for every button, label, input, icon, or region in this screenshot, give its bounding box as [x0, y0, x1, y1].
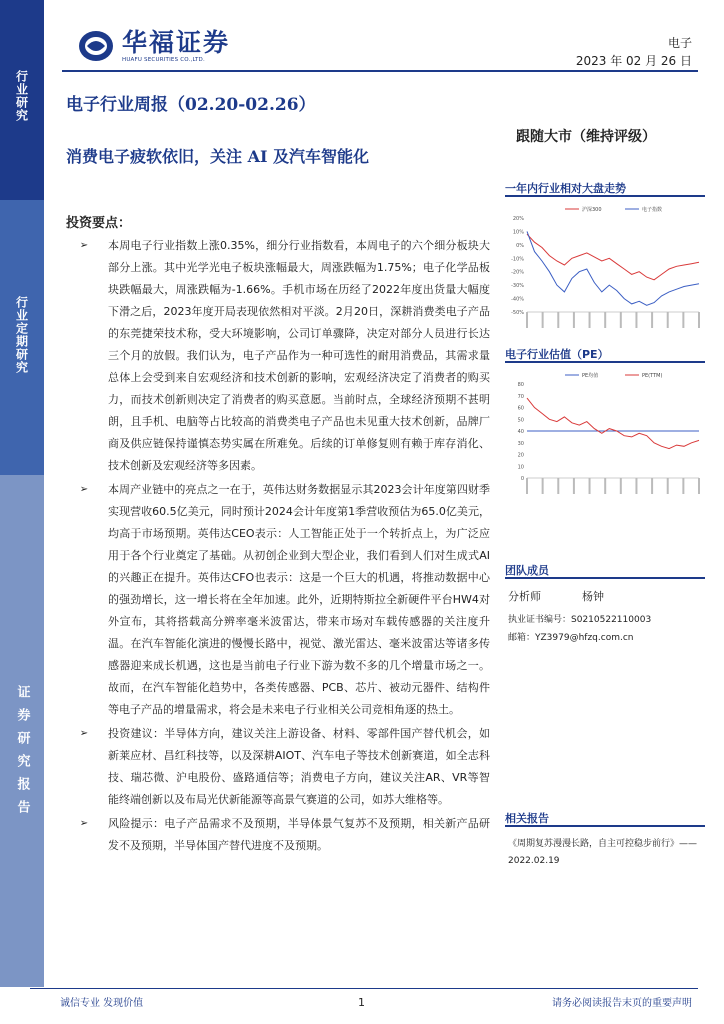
sidebar-segment-periodic-research: 行业定期研究	[0, 200, 44, 475]
chart1-divider	[505, 195, 705, 197]
bullet-text: 本周产业链中的亮点之一在于，英伟达财务数据显示其2023会计年度第四财季实现营收60.5亿美元，同时预计2024会计年度第1季营收预估为65.0亿美元，均高于市场预期。英伟达CEO表示：人工智能正处于一个转折点上，为广泛应用于各个行业奠定了基础。从初创企业到大型企业，我们看到人们对生成式AI的兴趣正在提升。英伟达CFO也表示：这是一个巨大的机遇，将推动数据中心的强劲增长，这一增长将在全年加速。此外，近期特斯拉全新硬件平台HW4对外宣布，其将搭载高分辨率毫米波雷达，带来市场对车载传感器的关注度升温。在汽车智能化演进的慢慢长路中，视觉、激光雷达、毫米波雷达等诸多传感器迎来成长机遇，这也是当前电子行业下游为数不多的几个增量市场之一。故而，在汽车智能化趋势中，各类传感器、PCB、芯片、被动元器件、结构件等电子产品的增量需求，将会是未来电子行业相关公司竞相角逐的热土。	[108, 483, 490, 716]
list-item	[60, 479, 490, 721]
y-tick-label: 10	[517, 464, 524, 471]
arrow-bullet-icon: ➢	[79, 484, 89, 495]
footer-slogan: 诚信专业 发现价值	[60, 998, 144, 1009]
page-number: 1	[358, 996, 365, 1009]
header-divider	[62, 70, 698, 72]
company-logo	[78, 28, 230, 64]
related-report-date: 2022.02.19	[508, 856, 560, 866]
bullet-text: 本周电子行业指数上涨0.35%，细分行业指数看，本周电子的六个细分板块大部分上涨。其中光学光电子板块涨幅最大，周涨跌幅为1.75%；电子化学品板块跌幅最大，周涨跌幅为-1.66%。手机市场在历经了2022年度出货量大幅度下滑之后，2023年度开局表现依然相对平淡。2月20日，深耕消费类电子产品的东莞捷荣技术称，受大环境影响，公司订单骤降，决定对部分人员进行长达三个月的放假。我们认为，电子产品作为一种可选性的耐用消费品，其需求量总体上会受到来自宏观经济和技术创新的影响，宏观经济决定了消费者的购买力，而技术创新则决定了消费者的购买意愿。当前时点，全球经济预期不甚明朗，且手机、电脑等占比较高的消费类电子产品也未见重大技术创新，品牌厂商及供应链保持谨慎态势实属在所难免。后续的订单修复则有赖于库存消化、技术创新及宏观经济等多因素。	[108, 239, 490, 472]
y-tick-label: 50	[517, 417, 524, 424]
related-report-link[interactable]: 《周期复苏漫漫长路，自主可控稳步前行》——	[508, 839, 698, 849]
legend-label: 电子指数	[642, 207, 663, 213]
y-tick-label: 40	[517, 429, 524, 435]
y-tick-label: 10%	[512, 229, 524, 236]
list-item	[60, 723, 490, 811]
email-row	[508, 630, 634, 643]
logo-name-cn: 华福证券	[122, 28, 231, 57]
legend-label: PE均值	[582, 373, 599, 379]
arrow-bullet-icon: ➢	[79, 818, 89, 829]
analyst-role: 分析师	[508, 590, 541, 603]
header-category: 电子	[667, 36, 692, 50]
y-tick-label: -30%	[511, 283, 524, 290]
pe-valuation-chart	[505, 366, 705, 506]
list-item	[60, 813, 490, 857]
y-tick-label: 0	[520, 476, 524, 482]
y-tick-label: 30	[517, 440, 524, 447]
legend-label: PE(TTM)	[642, 373, 663, 379]
bullet-text: 风险提示：电子产品需求不及预期，半导体景气复苏不及预期，相关新产品研发不及预期，半导体国产替代进度不及预期。	[108, 817, 490, 852]
team-divider	[505, 577, 705, 579]
report-title: 电子行业周报（02.20-02.26）	[66, 95, 316, 115]
chart2-divider	[505, 361, 705, 363]
email-link[interactable]: YZ3979@hfzq.com.cn	[535, 633, 634, 643]
series-line-1	[527, 234, 699, 280]
analyst-name: 杨钟	[582, 590, 604, 603]
related-divider	[505, 825, 705, 827]
list-item	[60, 235, 490, 477]
y-tick-label: 20	[517, 452, 524, 459]
analyst-row	[508, 588, 604, 604]
rating-label: 跟随大市（维持评级）	[516, 129, 656, 145]
sidebar-segment-securities-report: 证券研究报告	[0, 475, 44, 987]
email-label: 邮箱：	[508, 633, 536, 643]
y-tick-label: -50%	[511, 310, 524, 316]
chart1-heading: 一年内行业相对大盘走势	[505, 182, 626, 195]
y-tick-label: -10%	[511, 256, 524, 263]
license-label: 执业证书编号：	[508, 615, 572, 625]
y-tick-label: -40%	[511, 296, 524, 303]
series-line-2	[527, 398, 699, 449]
header-date: 2023 年 02 月 26 日	[575, 54, 692, 68]
sidebar-segment-industry-research: 行业研究	[0, 0, 44, 200]
y-tick-label: 20%	[512, 216, 524, 222]
y-tick-label: 70	[517, 393, 524, 400]
key-points-heading: 投资要点：	[66, 216, 132, 231]
license-number: S0210522110003	[571, 615, 652, 625]
license-row	[508, 612, 651, 625]
logo-name-en: HUAFU SECURITIES CO.,LTD.	[122, 57, 205, 63]
left-sidebar	[0, 0, 44, 1024]
legend-label: 沪深300	[582, 207, 602, 213]
arrow-bullet-icon: ➢	[79, 240, 89, 251]
team-heading: 团队成员	[505, 564, 549, 577]
bullet-text: 投资建议：半导体方向，建议关注上游设备、材料、零部件国产替代机会，如新莱应材、昌红科技等，以及深耕AIOT、汽车电子等技术创新赛道，如全志科技、瑞芯微、沪电股份、盛路通信等；消费电子方向，建议关注AR、VR等智能终端创新以及布局光伏新能源等高景气赛道的公司，如苏大维格等。	[108, 727, 490, 806]
report-subtitle: 消费电子疲软依旧，关注 AI 及汽车智能化	[66, 147, 370, 166]
y-tick-label: 0%	[516, 242, 524, 249]
y-tick-label: 60	[517, 405, 524, 412]
arrow-bullet-icon: ➢	[79, 728, 89, 739]
key-points-body	[60, 235, 490, 859]
footer-divider	[30, 988, 698, 989]
y-tick-label: 80	[517, 382, 524, 388]
footer-disclaimer: 请务必阅读报告末页的重要声明	[552, 998, 692, 1009]
related-heading: 相关报告	[505, 812, 549, 825]
relative-performance-chart	[505, 200, 705, 340]
series-line-2	[527, 231, 699, 305]
chart2-heading: 电子行业估值（PE）	[505, 348, 609, 361]
logo-emblem-icon	[78, 28, 114, 64]
y-tick-label: -20%	[511, 269, 524, 276]
